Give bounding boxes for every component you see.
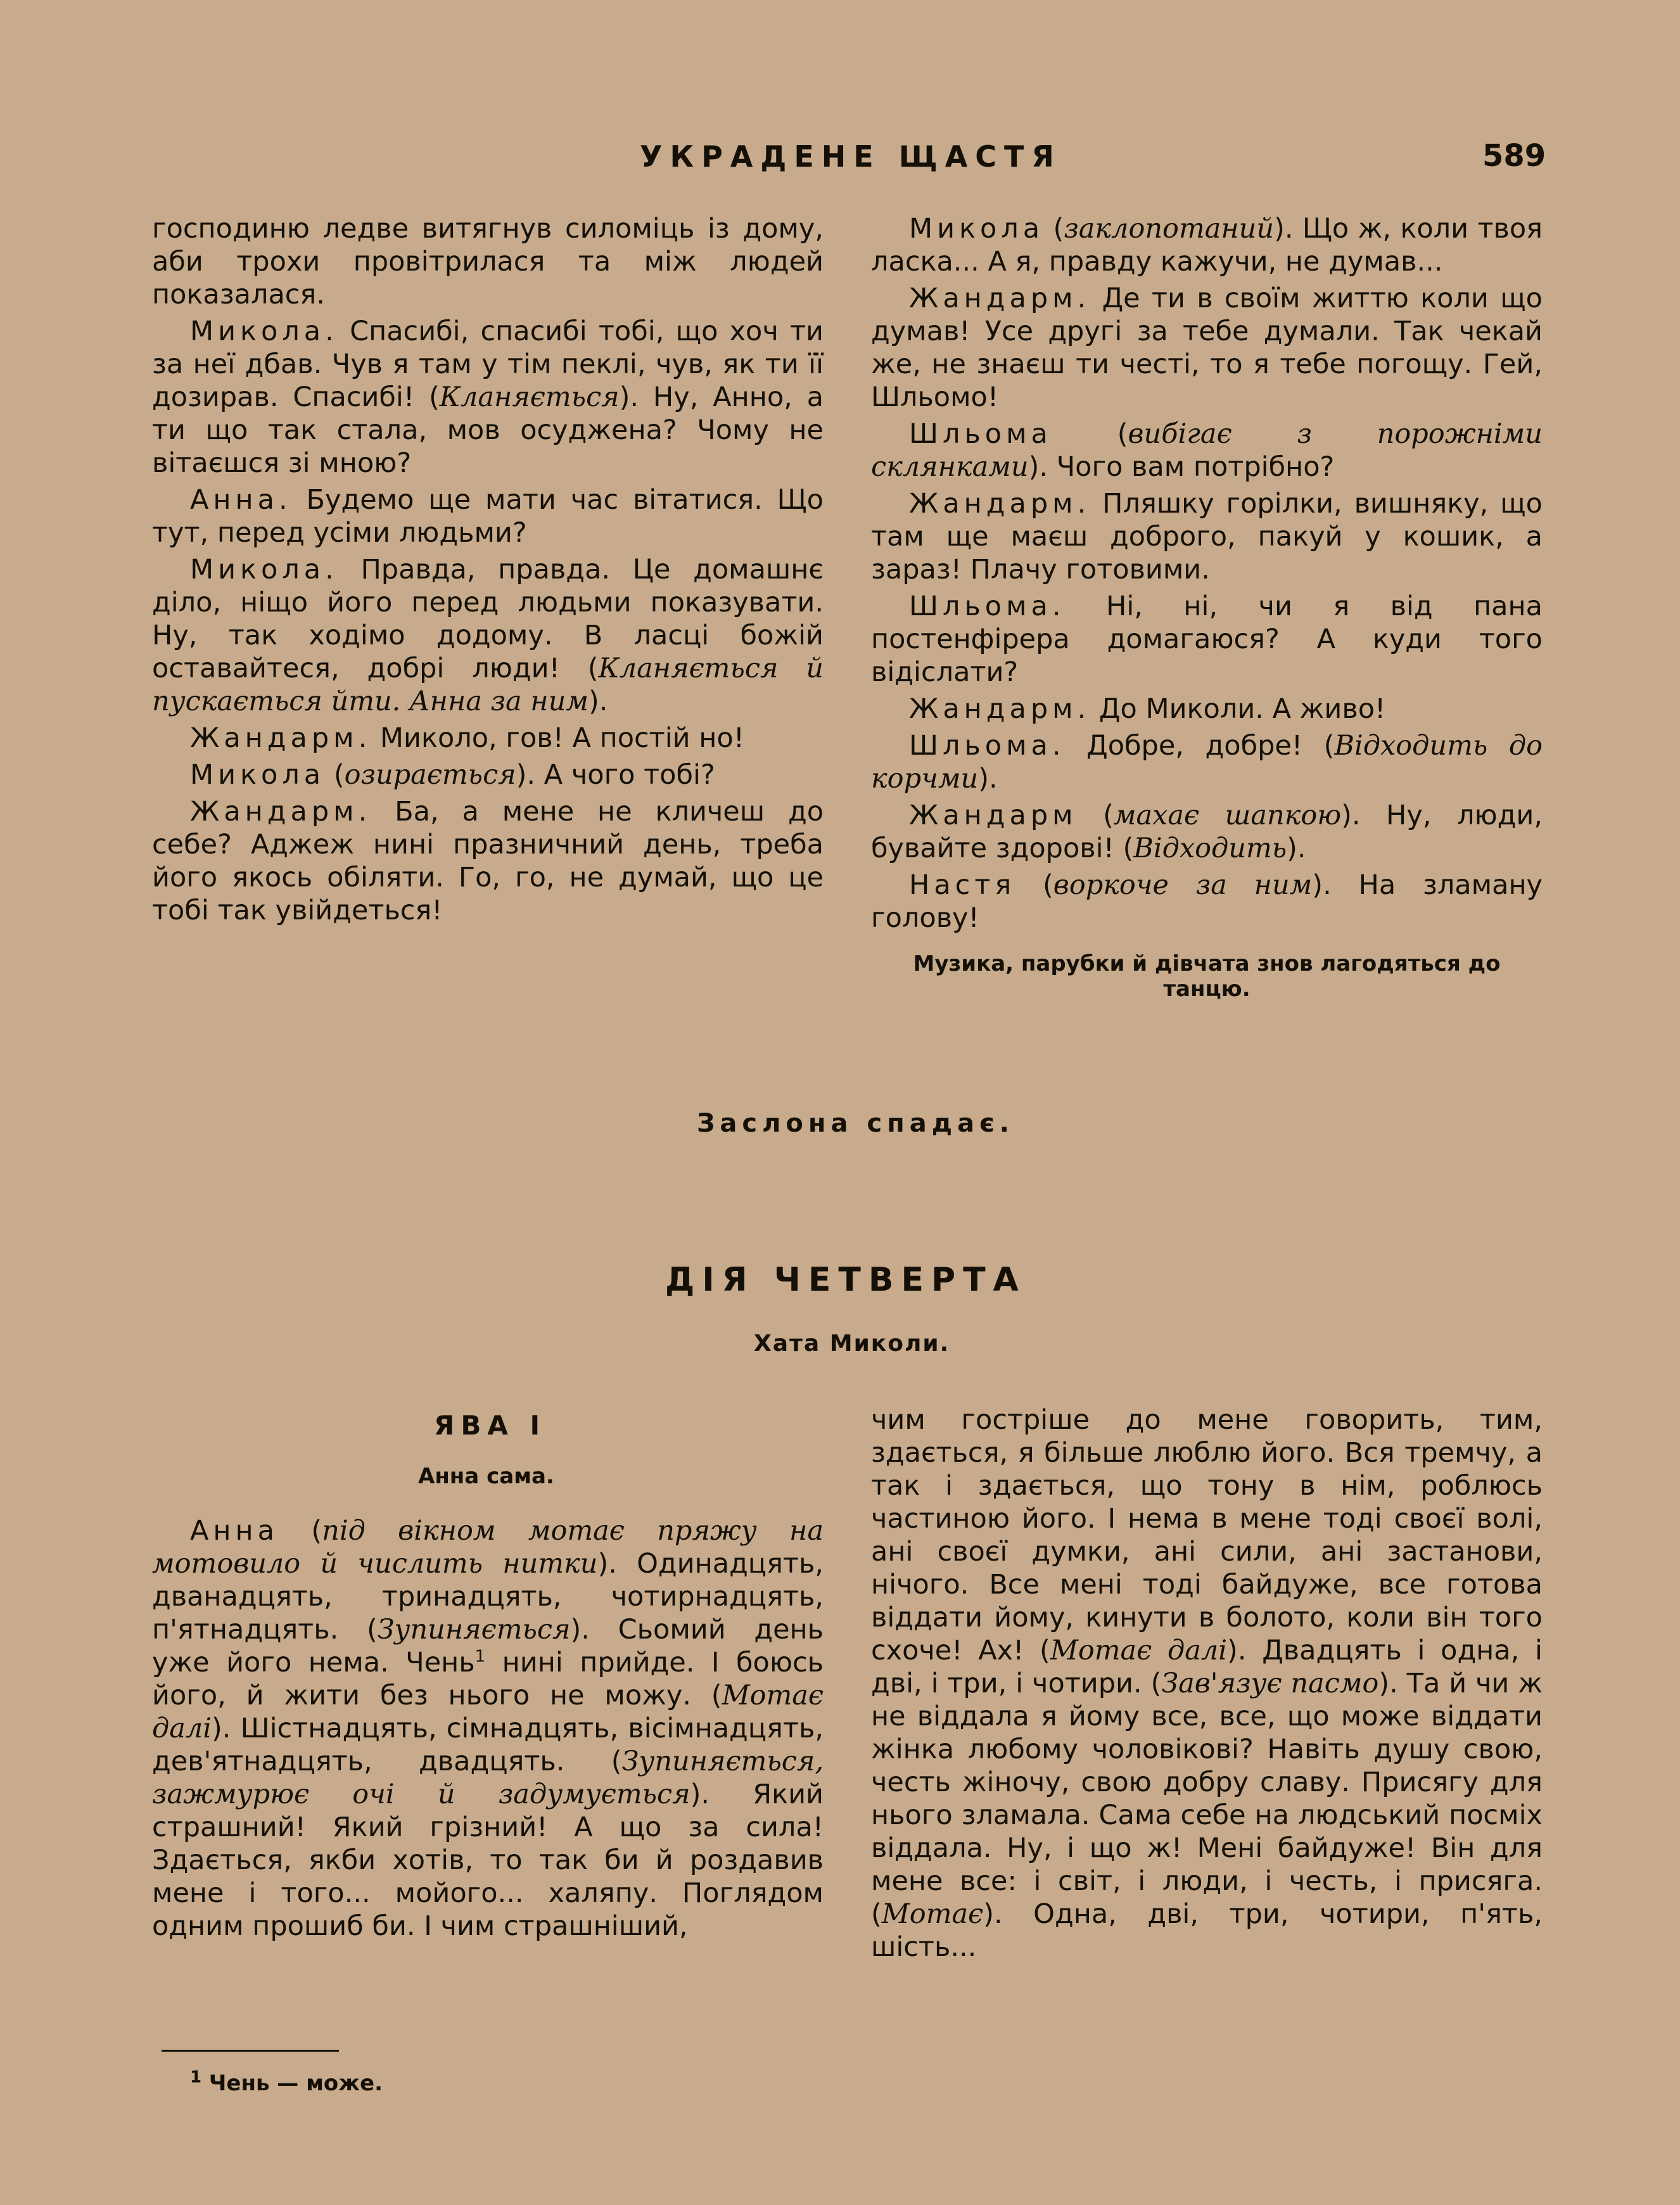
speech: ). Шістнадцять, сімнадцять, вісімнадцять, дев'ятнадцять, двадцять. ( xyxy=(152,1713,824,1777)
speaker: Жандарм. xyxy=(190,796,372,828)
paragraph xyxy=(152,758,824,791)
scene-title: ЯВА I xyxy=(434,1410,547,1441)
footnote-marker[interactable]: 1 xyxy=(474,1647,486,1666)
speech: ). А чого тобі? xyxy=(516,759,715,791)
speaker: Шльома. xyxy=(909,730,1066,762)
speech: ). Який страшний! Який грізний! А що за сила! Здається, якби хотів, то так би й роздавив мене і того... мойого... халяпу. Поглядом одним прошиб би. І чим страшніший, xyxy=(152,1779,824,1942)
paragraph xyxy=(152,483,824,549)
paragraph xyxy=(152,315,824,480)
speaker: Микола xyxy=(190,759,326,791)
page-number: 589 xyxy=(1482,138,1546,174)
speech: ). xyxy=(978,763,998,795)
speech: Спасибі, спасибі тобі, що хоч ти за неї дбав. Чув я там у тім пеклі, чув, як ти її дозирав. Спасибі! ( xyxy=(152,316,824,413)
act-setting: Хата Миколи. xyxy=(754,1331,950,1357)
paragraph xyxy=(152,1514,824,1943)
speech: ( xyxy=(1015,869,1053,901)
speaker: Жандарм. xyxy=(909,693,1091,725)
paragraph xyxy=(871,729,1543,795)
stage-direction: воркоче за ним xyxy=(1053,869,1313,901)
speech: ). xyxy=(588,686,608,717)
stage-direction: Мотає далі xyxy=(1050,1635,1228,1666)
footnote-divider xyxy=(162,2050,339,2052)
stage-direction: під вікном мотає пряжу на мотовило й числить нитки xyxy=(152,1515,824,1580)
paragraph xyxy=(871,869,1543,935)
footnote-mark: 1 xyxy=(190,2068,202,2087)
speech: ). На зламану голову! xyxy=(871,869,1543,934)
speaker: Жандарм. xyxy=(909,283,1091,314)
stage-direction: Мотає далі xyxy=(152,1680,824,1744)
speech: ( xyxy=(1077,800,1114,831)
speech: ( xyxy=(1052,418,1128,450)
paragraph xyxy=(871,693,1543,725)
speaker: Микола. xyxy=(190,316,338,347)
running-title: УКРАДЕНЕ ЩАСТЯ xyxy=(640,139,1062,174)
stage-direction: Зупиняється, зажмурює очі й задумується xyxy=(152,1746,824,1810)
left-column-bottom xyxy=(152,1514,824,1946)
speaker: Жандарм. xyxy=(190,722,372,754)
paragraph xyxy=(871,282,1543,414)
speech: ). Що ж, коли твоя ласка... А я, правду кажучи, не думав... xyxy=(871,213,1543,278)
stage-direction: Кланяється xyxy=(439,381,620,413)
speech: ). Сьомий день уже його нема. Чень xyxy=(152,1614,824,1678)
paragraph xyxy=(871,590,1543,689)
speech: чим гостріше до мене говорить, тим, здається, я більше люблю його. Вся тремчу, а так і здається, що тону в нім, роблюсь частиною його. І нема в мене тоді своєї волі, ані своєї думки, ані сили, ані застанови, нічого. Все мені тоді байдуже, все готова віддати йому, кинути в болото, коли він того схоче! Ах! ( xyxy=(871,1404,1543,1666)
speech: ( xyxy=(325,759,345,791)
stage-direction: махає шапкою xyxy=(1113,800,1342,831)
paragraph xyxy=(871,212,1543,278)
speech: ). Ну, Анно, а ти що так стала, мов осуджена? Чому не вітаєшся зі мною? xyxy=(152,381,824,479)
stage-direction: озирається xyxy=(344,759,516,791)
speaker: Микола xyxy=(909,213,1045,245)
scene-cast: Анна сама. xyxy=(418,1464,554,1489)
speech: ( xyxy=(279,1515,322,1547)
speaker: Настя xyxy=(909,869,1016,901)
paragraph xyxy=(152,553,824,718)
stage-direction: Зупиняється xyxy=(377,1614,571,1646)
speech: ). Одна, дві, три, чотири, п'ять, шість... xyxy=(871,1898,1543,1963)
footnote-text: Чень — може. xyxy=(201,2071,383,2096)
paragraph xyxy=(871,487,1543,586)
paragraph: господиню ледве витягнув силоміць із дому, аби трохи провітрилася та між людей показалася. xyxy=(152,213,824,310)
stage-direction: Відходить до корчми xyxy=(871,730,1543,795)
stage-direction: Кланяється й пускається йти. Анна за ним xyxy=(152,653,824,717)
stage-direction: Мотає xyxy=(881,1898,984,1930)
speech: ). Одинадцять, дванадцять, тринадцять, чотирнадцять, п'ятнадцять. ( xyxy=(152,1548,824,1646)
speech: Ні, ні, чи я від пана постенфірера домагаюся? А куди того відіслати? xyxy=(871,591,1543,688)
stage-direction: заклопотаний xyxy=(1064,213,1275,245)
stage-direction: вибігає з порожніми склянками xyxy=(871,418,1543,483)
speaker: Шльома xyxy=(909,418,1052,450)
speech: Де ти в своїм життю коли що думав! Усе другі за тебе думали. Так чекай же, не знаєш ти честі, то я тебе погощу. Гей, Шльомо! xyxy=(871,283,1543,413)
speaker: Анна xyxy=(190,1515,279,1547)
right-column-bottom xyxy=(871,1403,1543,1967)
speaker: Шльома. xyxy=(909,591,1066,622)
speech: Миколо, гов! А постій но! xyxy=(371,722,744,754)
speech: ). Двадцять і одна, і дві, і три, і чотири. ( xyxy=(871,1635,1543,1699)
speech: Будемо ще мати час вітатися. Що тут, перед усіми людьми? xyxy=(152,484,824,549)
speaker: Жандарм xyxy=(909,800,1078,831)
left-column-top xyxy=(152,212,824,931)
stage-direction: Зав'язує пасмо xyxy=(1161,1668,1379,1699)
footnote xyxy=(190,2068,383,2096)
speech: ). xyxy=(1287,833,1306,864)
speech: нині прийде. І боюсь його, й жити без нього не можу. ( xyxy=(152,1647,824,1711)
speech: ). Ну, люди, бувайте здорові! ( xyxy=(871,800,1543,864)
speech: ). Та й чи ж не віддала я йому все, все, що може віддати жінка любому чоловікові? Навіть душу свою, честь жіночу, свою добру славу. Присягу для нього зламала. Сама себе на людський посміх віддала. Ну, і що ж! Мені байдуже! Він для мене все: і світ, і люди, і честь, і присяга. ( xyxy=(871,1668,1543,1930)
speech: ). Чого вам потрібно? xyxy=(1028,451,1335,483)
speech: ( xyxy=(1044,213,1064,245)
speech: Добре, добре! ( xyxy=(1065,730,1335,762)
paragraph xyxy=(871,799,1543,865)
paragraph xyxy=(152,722,824,755)
speech: Правда, правда. Це домашнє діло, ніщо його перед людьми показувати. Ну, так ходімо додому. В ласці божій оставайтеся, добрі люди! ( xyxy=(152,554,824,684)
paragraph xyxy=(871,418,1543,483)
stage-note: Музика, парубки й дівчата знов лагодяться до танцю. xyxy=(913,951,1501,1002)
curtain-falls: Заслона спадає. xyxy=(697,1109,1014,1138)
act-title: ДІЯ ЧЕТВЕРТА xyxy=(665,1261,1026,1299)
speaker: Микола. xyxy=(190,554,338,585)
speech: Ба, а мене не кличеш до себе? Аджеж нині празничний день, треба його якось обіляти. Го, го, не думай, що це тобі так увійдеться! xyxy=(152,796,824,926)
speaker: Анна. xyxy=(190,484,292,516)
right-column-top xyxy=(871,212,1543,1002)
paragraph xyxy=(152,795,824,927)
paragraph xyxy=(871,1403,1543,1964)
speaker: Жандарм. xyxy=(909,488,1091,520)
speech: Пляшку горілки, вишняку, що там ще маєш доброго, пакуй у кошик, а зараз! Плачу готовими. xyxy=(871,488,1543,585)
speech: До Миколи. А живо! xyxy=(1090,693,1386,725)
stage-direction: Відходить xyxy=(1133,833,1287,864)
